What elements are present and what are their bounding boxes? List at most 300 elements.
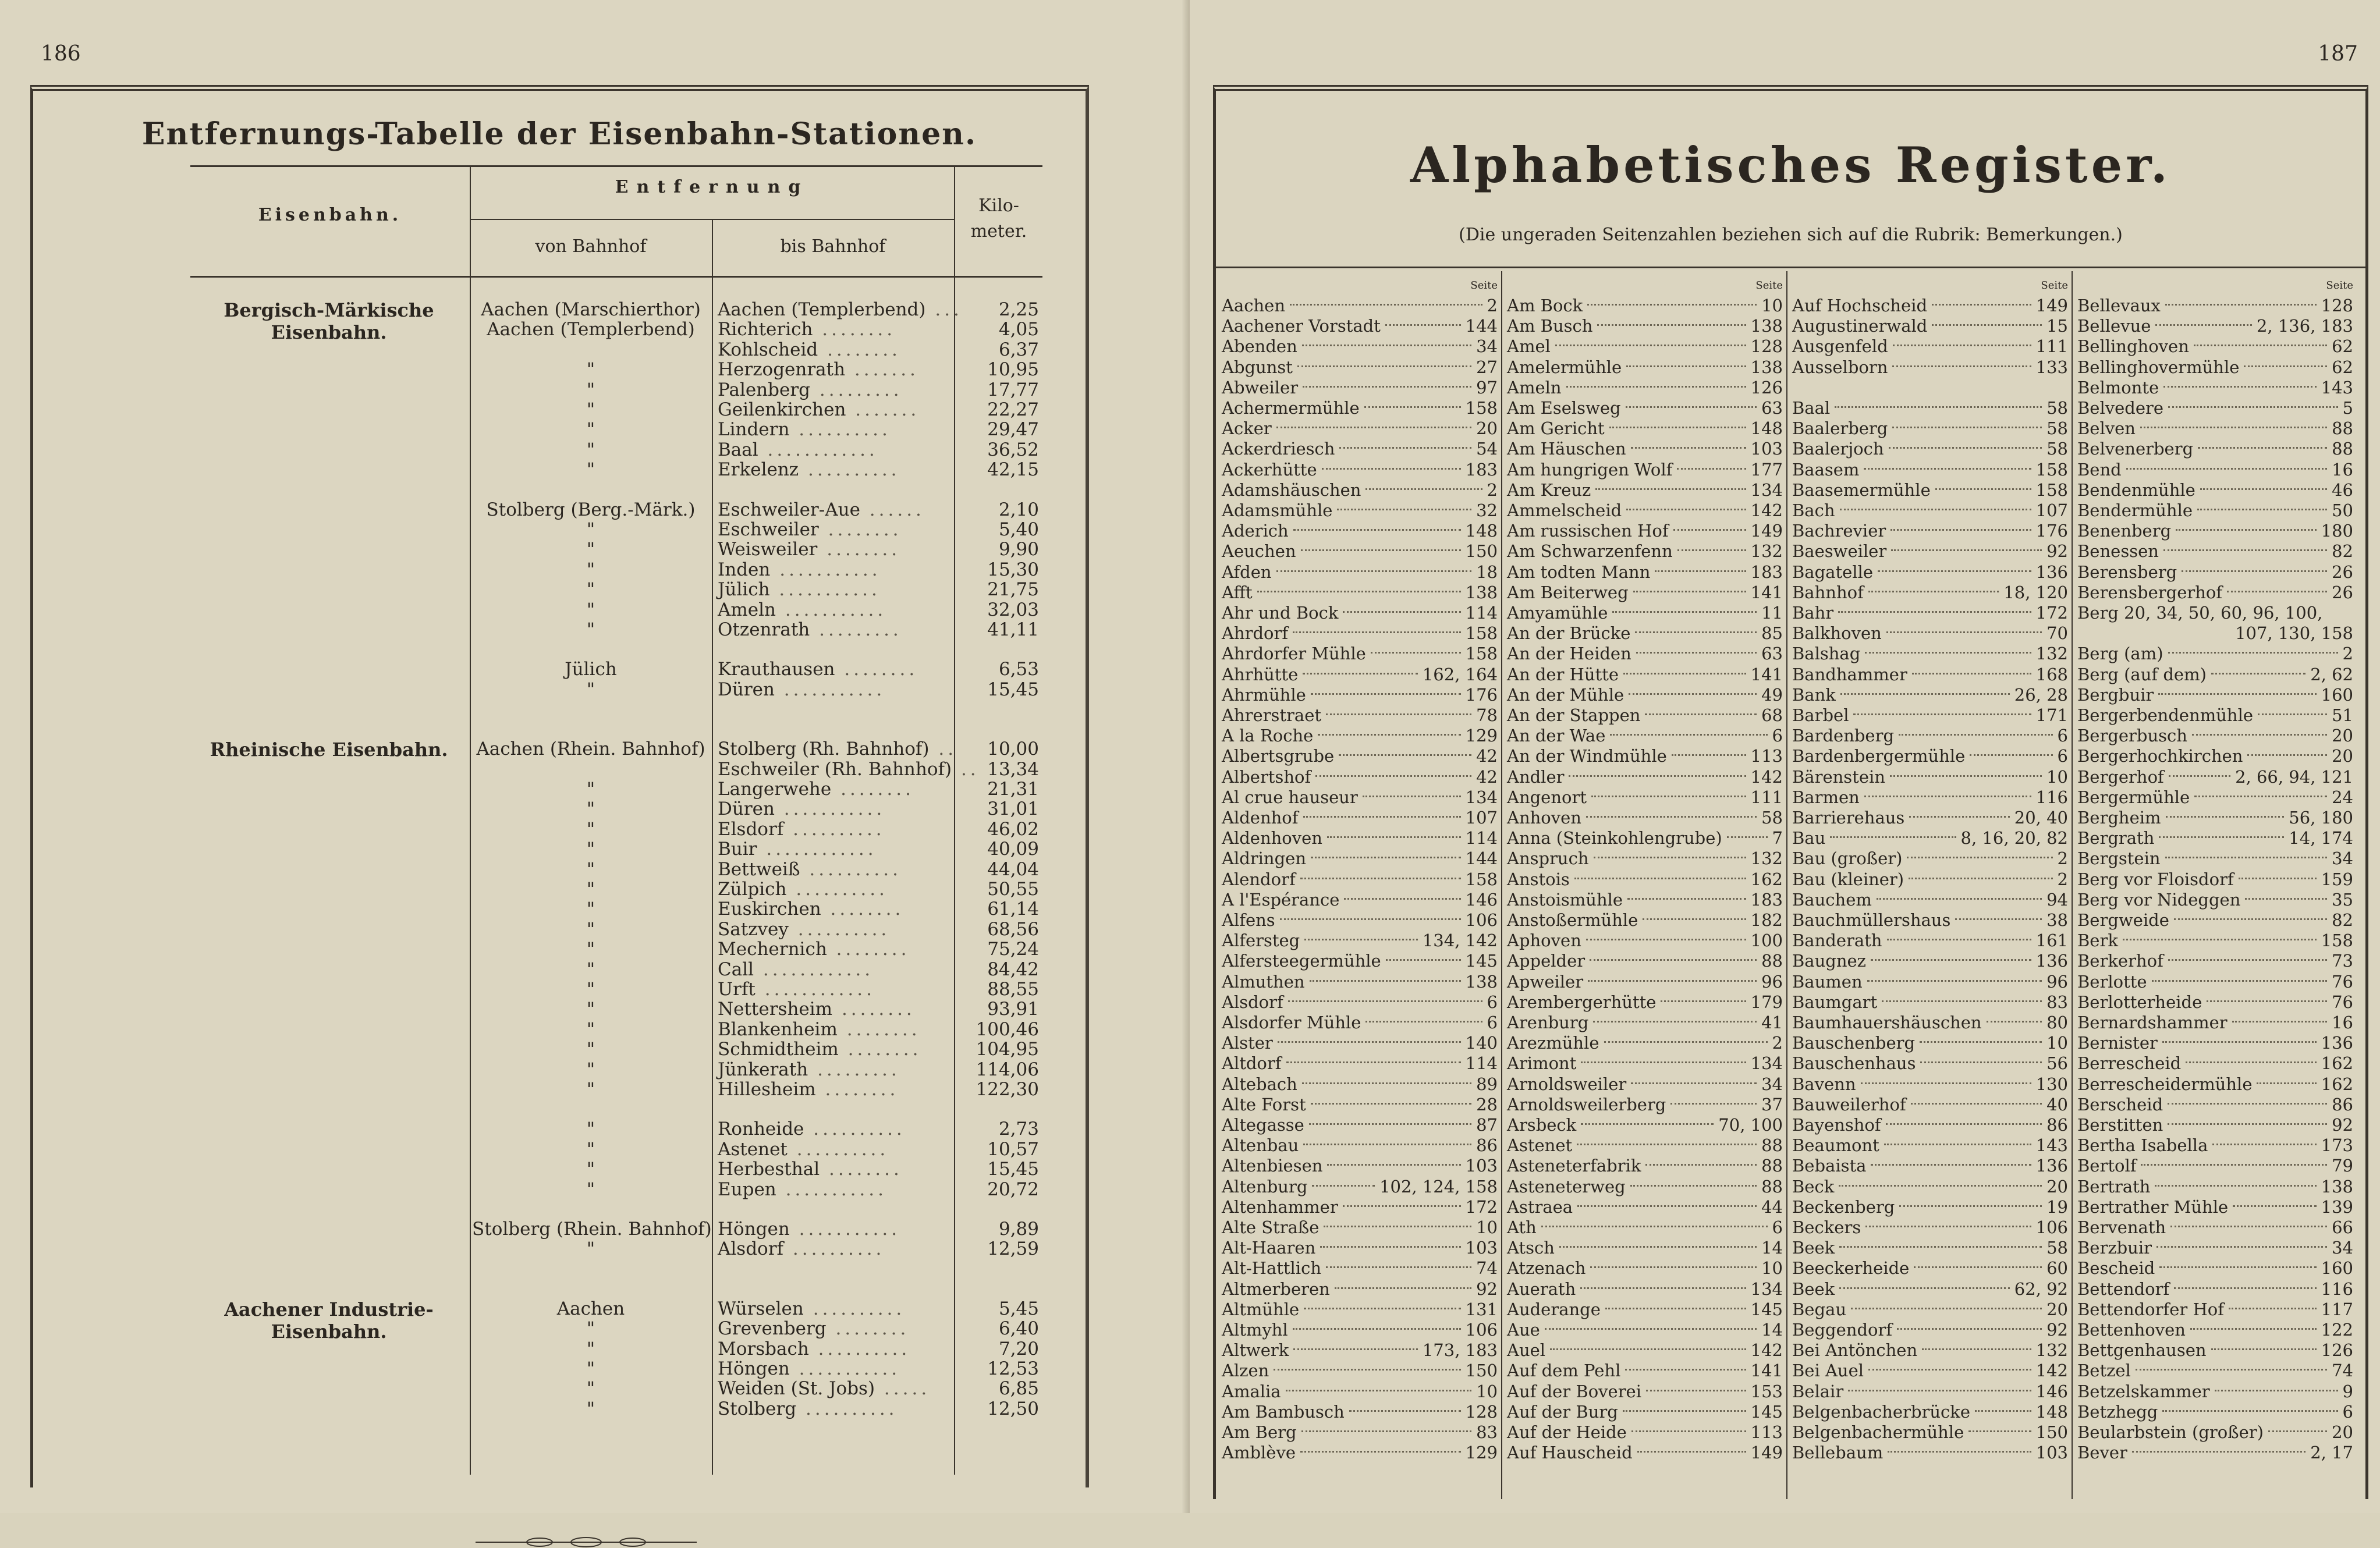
entry-page: 145: [1750, 1299, 1783, 1319]
leader-dots: [2244, 365, 2327, 367]
entry-page: 83: [1476, 1422, 1498, 1442]
km-value: 122,30: [976, 1079, 1039, 1100]
leader-dots: ...........: [789, 1358, 901, 1379]
entry-page: 6: [1487, 992, 1498, 1012]
to-station: [718, 499, 950, 520]
register-entry: [1216, 296, 1501, 316]
leader-dots: [1871, 1164, 2031, 1166]
distance-table-title: Entfernungs-Tabelle der Eisenbahn-Stationen.: [141, 116, 977, 152]
register-entry: [1501, 500, 1786, 521]
to-station-name: Herzogenrath: [718, 359, 846, 381]
km-value: 100,46: [976, 1018, 1039, 1040]
leader-dots: [1364, 406, 1461, 408]
register-entry: [2072, 439, 2357, 459]
register-entry: [1501, 1279, 1786, 1300]
entry-name: Barbel: [1792, 705, 1849, 725]
from-station: ": [586, 1398, 595, 1419]
entry-page: 177: [1750, 459, 1783, 480]
leader-dots: [1868, 591, 1999, 592]
entry-page: 7: [1772, 828, 1783, 848]
leader-dots: [1970, 754, 2053, 756]
leader-dots: [2166, 816, 2284, 818]
entry-name: A l'Espérance: [1222, 889, 1340, 910]
entry-page: 14: [1761, 1320, 1783, 1340]
entry-page: 182: [1750, 910, 1783, 930]
entry-page: 20: [2332, 746, 2353, 766]
register-entry: [1216, 1074, 1501, 1095]
from-station: ": [586, 459, 595, 481]
leader-dots: [1865, 1226, 2031, 1227]
entry-name: Baasemermühle: [1792, 480, 1931, 500]
entry-page: 129: [1465, 1443, 1498, 1463]
register-entry: [1786, 808, 2072, 828]
entry-name: Ahrerstraet: [1222, 705, 1322, 725]
register-entry: [1786, 787, 2072, 808]
leader-dots: [1343, 611, 1461, 613]
entry-page: 58: [2046, 398, 2068, 418]
entry-page: 138: [1465, 582, 1498, 602]
entry-name: Beckenberg: [1792, 1196, 1895, 1217]
register-entry: [1501, 1053, 1786, 1074]
entry-page: 133: [2035, 357, 2068, 377]
register-entry: [1786, 1320, 2072, 1340]
to-station: [718, 1338, 950, 1359]
from-station: ": [586, 1178, 595, 1200]
entry-name: Atsch: [1507, 1238, 1555, 1258]
leader-dots: [1587, 304, 1757, 306]
km-value: 104,95: [976, 1039, 1039, 1060]
entry-page: 24: [2332, 787, 2353, 807]
leader-dots: ..........: [803, 1298, 906, 1319]
leader-dots: [2156, 1246, 2327, 1248]
leader-dots: [1286, 1061, 1461, 1063]
from-station: ": [586, 918, 595, 940]
from-station: Jülich: [565, 659, 617, 680]
leader-dots: [2168, 406, 2338, 408]
entry-name: Ahrdorf: [1222, 623, 1289, 644]
leader-dots: .........: [810, 379, 903, 400]
register-entry: [1501, 1320, 1786, 1340]
register-entry: [2072, 1422, 2357, 1443]
register-entry: [2072, 685, 2357, 705]
leader-dots: [1871, 959, 2031, 961]
register-entry: [1216, 746, 1501, 766]
leader-dots: [1955, 918, 2042, 920]
leader-dots: [1293, 529, 1461, 531]
leader-dots: [1293, 631, 1461, 633]
km-value: 6,85: [998, 1378, 1039, 1400]
to-station-name: Call: [718, 958, 754, 980]
entry-name: Am Häuschen: [1507, 439, 1626, 459]
entry-name: Abgunst: [1222, 357, 1293, 377]
register-entry: [1786, 1238, 2072, 1258]
leader-dots: [2176, 529, 2317, 531]
leader-dots: [1670, 1103, 1757, 1105]
leader-dots: [1643, 918, 1746, 920]
entry-page: 83: [2046, 992, 2068, 1012]
register-entry: [1501, 848, 1786, 869]
entry-name: Bauschenberg: [1792, 1033, 1916, 1053]
entry-page: 6: [1772, 1217, 1783, 1237]
entry-name: Baumgart: [1792, 992, 1878, 1012]
entry-page: 172: [1465, 1196, 1498, 1217]
register-entry: [2072, 480, 2357, 500]
entry-name: Astraea: [1507, 1196, 1573, 1217]
entry-page: 34: [1761, 1074, 1783, 1094]
alphabetical-register: [1213, 85, 2368, 1499]
leader-dots: ...........: [769, 579, 881, 601]
entry-page: 134: [1465, 787, 1498, 807]
register-entry: [1786, 848, 2072, 869]
entry-page: 78: [1476, 705, 1498, 725]
railway-name: Aachener Industrie-Eisenbahn.: [224, 1298, 434, 1343]
leader-dots: ............: [754, 958, 874, 980]
to-station-name: Jünkerath: [718, 1059, 808, 1080]
register-entry: [1216, 623, 1501, 644]
entry-name: Aldenhoven: [1222, 828, 1322, 848]
entry-page: 129: [1465, 726, 1498, 746]
to-station: [718, 1298, 950, 1319]
register-entry: [1786, 1279, 2072, 1300]
register-entry: [2072, 848, 2357, 869]
leader-dots: ........: [827, 939, 910, 960]
entry-page: 97: [1476, 377, 1498, 397]
entry-name: Am todten Mann: [1507, 562, 1651, 582]
entry-name: Acker: [1222, 418, 1272, 439]
entry-name: Berk: [2077, 931, 2118, 951]
register-entry: [1786, 1013, 2072, 1033]
column-divider-2: [712, 220, 713, 1475]
entry-page: 42: [1476, 766, 1498, 787]
entry-page: 2: [2057, 848, 2068, 869]
entry-name: Beaumont: [1792, 1135, 1879, 1156]
leader-dots: [1302, 345, 1471, 346]
leader-dots: [1610, 734, 1768, 736]
entry-page: 183: [1465, 459, 1498, 480]
entry-page: 38: [2046, 910, 2068, 930]
entry-page: 160: [2321, 684, 2353, 705]
entry-page: 18: [1476, 562, 1498, 582]
km-value: 10,00: [987, 739, 1039, 760]
to-station: [718, 339, 950, 360]
leader-dots: [1304, 939, 1418, 940]
register-entry: [1501, 931, 1786, 951]
entry-name: Alzen: [1222, 1361, 1269, 1381]
leader-dots: [2239, 878, 2317, 879]
leader-dots: [1636, 652, 1757, 654]
register-entry: [1501, 1074, 1786, 1095]
leader-dots: [1301, 549, 1461, 551]
leader-dots: [1867, 980, 2042, 982]
register-entry: [2072, 665, 2357, 685]
entry-name: Alsdorfer Mühle: [1222, 1013, 1361, 1032]
register-entry: [1216, 808, 1501, 828]
register-column: [2072, 279, 2357, 1496]
entry-name: Am Bambusch: [1222, 1401, 1345, 1422]
entry-page: 103: [1465, 1156, 1498, 1176]
register-entry: [1501, 910, 1786, 931]
leader-dots: [1327, 836, 1461, 838]
entry-name: Altmühle: [1222, 1299, 1300, 1319]
entry-name: Auf Hochscheid: [1792, 296, 1928, 315]
register-entry: [1786, 951, 2072, 971]
entry-name: Auerath: [1507, 1279, 1576, 1299]
from-station: ": [586, 779, 595, 800]
register-entry: [1216, 1095, 1501, 1115]
entry-name: Bertrather Mühle: [2077, 1196, 2229, 1217]
header-from: von Bahnhof: [535, 236, 647, 257]
from-station: ": [586, 679, 595, 700]
from-station: ": [586, 1039, 595, 1060]
leader-dots: [1386, 959, 1461, 961]
from-station: ": [586, 818, 595, 840]
entry-name: Alfersteegermühle: [1222, 951, 1381, 971]
entry-name: An der Windmühle: [1507, 746, 1667, 766]
to-station: [718, 979, 950, 1000]
leader-dots: [1588, 980, 1757, 982]
register-entry: [1216, 1053, 1501, 1074]
register-entry: [2072, 931, 2357, 951]
register-entry: [1501, 1217, 1786, 1238]
leader-dots: [1882, 1000, 2042, 1002]
leader-dots: [1911, 1103, 2042, 1105]
entry-page: 86: [2046, 1115, 2068, 1135]
entry-page: 134: [1750, 480, 1783, 500]
to-station: [718, 319, 950, 340]
entry-page: 106: [1465, 1320, 1498, 1340]
km-value: 9,90: [998, 539, 1039, 560]
entry-name: Ahrdorfer Mühle: [1222, 644, 1366, 664]
entry-page: 8, 16, 20, 82: [1960, 828, 2068, 848]
register-entry: [1786, 644, 2072, 664]
to-station: [718, 919, 950, 940]
from-station: ": [586, 999, 595, 1020]
leader-dots: ..........: [783, 1238, 885, 1260]
register-entry: [1216, 1340, 1501, 1361]
leader-dots: [1363, 796, 1461, 797]
entry-name: Bagatelle: [1792, 562, 1873, 582]
entry-page: 20: [2046, 1176, 2068, 1196]
register-entry: [1786, 562, 2072, 583]
register-entry: [2072, 1320, 2357, 1340]
entry-page: 2, 17: [2310, 1443, 2353, 1463]
km-value: 2,73: [998, 1119, 1039, 1140]
entry-name: Belven: [2077, 418, 2136, 439]
entry-name: Berrescheid: [2077, 1053, 2182, 1074]
entry-page: 149: [1750, 1443, 1783, 1463]
register-entry: [1501, 665, 1786, 685]
to-station: [718, 619, 950, 640]
entry-page: 19: [2046, 1196, 2068, 1217]
entry-page: 62: [2332, 336, 2353, 357]
leader-dots: [1968, 1430, 2031, 1432]
km-value: 15,45: [987, 679, 1039, 700]
leader-dots: [1886, 1123, 2042, 1125]
entry-name: Baalerjoch: [1792, 439, 1884, 459]
entry-name: Altmerberen: [1222, 1279, 1330, 1299]
leader-dots: [1627, 898, 1746, 900]
to-station: [718, 839, 950, 860]
register-entry: [1216, 1402, 1501, 1422]
register-entry: [2072, 1074, 2357, 1095]
entry-name: Berlotterheide: [2077, 992, 2202, 1012]
leader-dots: [1635, 631, 1757, 633]
leader-dots: [1886, 631, 2042, 633]
entry-page: 42: [1476, 746, 1498, 766]
register-entry: [1501, 1238, 1786, 1258]
to-station: [718, 539, 950, 560]
register-entry: [2072, 1340, 2357, 1361]
leader-dots: [1890, 529, 2031, 531]
register-entry: [1216, 1382, 1501, 1402]
entry-page: 70, 100: [1718, 1115, 1783, 1135]
leader-dots: [1892, 365, 2031, 367]
entry-page: 89: [1476, 1074, 1498, 1094]
leader-dots: [1303, 386, 1471, 388]
leader-dots: [2174, 918, 2327, 920]
entry-page: 56: [2046, 1053, 2068, 1074]
right-page: [1190, 0, 2380, 1513]
leader-dots: [1303, 673, 1418, 674]
to-station: [718, 1398, 950, 1419]
register-entry: [1216, 439, 1501, 459]
register-entry: [2072, 541, 2357, 562]
from-station: ": [586, 519, 595, 540]
entry-name: Altmyhl: [1222, 1320, 1288, 1340]
leader-dots: [1343, 1205, 1461, 1207]
leader-dots: .........: [810, 619, 902, 640]
leader-dots: ..: [952, 758, 980, 780]
entry-name: Am Berg: [1222, 1422, 1297, 1442]
leader-dots: [2215, 1390, 2338, 1391]
entry-page: 107: [1465, 808, 1498, 828]
leader-dots: [1892, 427, 2042, 428]
register-entry: [1501, 951, 1786, 971]
entry-name: Adamshäuschen: [1222, 480, 1361, 500]
entry-name: Arimont: [1507, 1053, 1577, 1074]
leader-dots: [2155, 1185, 2317, 1187]
register-entry: [1501, 1135, 1786, 1156]
entry-name: Aldenhof: [1222, 808, 1299, 828]
register-entry: [1216, 848, 1501, 869]
entry-name: Belair: [1792, 1381, 1844, 1401]
entry-page: 142: [1750, 766, 1783, 787]
register-entry: [1786, 767, 2072, 787]
register-entry: [2072, 1402, 2357, 1422]
entry-page: 92: [2046, 1320, 2068, 1340]
entry-name: Beggendorf: [1792, 1320, 1893, 1340]
to-station: [718, 1139, 950, 1160]
register-entry: [1501, 316, 1786, 336]
register-entry: [1216, 685, 1501, 705]
entry-page: 126: [2321, 1340, 2353, 1361]
km-value: 44,04: [987, 858, 1039, 880]
entry-name: Bach: [1792, 500, 1835, 520]
leader-dots: [2211, 673, 2305, 674]
entry-page: 79: [2332, 1156, 2353, 1176]
entry-name: Baasem: [1792, 459, 1860, 480]
leader-dots: [1899, 1205, 2042, 1207]
register-entry: [1501, 644, 1786, 664]
entry-page: 6: [2342, 1401, 2353, 1422]
leader-dots: [1312, 1185, 1375, 1187]
leader-dots: [2182, 570, 2327, 572]
register-entry: [1786, 480, 2072, 500]
leader-dots: [1891, 549, 2042, 551]
register-entry: [1501, 828, 1786, 848]
from-station: ": [586, 798, 595, 820]
entry-page: 141: [1750, 1361, 1783, 1381]
from-station: Aachen (Templerbend): [487, 319, 695, 340]
entry-page: 28: [1476, 1094, 1498, 1114]
entry-page: 107, 130, 158: [2235, 623, 2353, 644]
register-entry: [2072, 705, 2357, 726]
entry-name: Berscheid: [2077, 1094, 2163, 1114]
register-entry: [1501, 541, 1786, 562]
leader-dots: ..........: [783, 818, 885, 840]
entry-name: Afden: [1222, 562, 1272, 582]
entry-name: Arnoldsweiler: [1507, 1074, 1627, 1094]
entry-name: Bergerbendenmühle: [2077, 705, 2254, 725]
leader-dots: [1301, 1430, 1471, 1432]
from-station: ": [586, 399, 595, 420]
leader-dots: [1865, 652, 2031, 654]
register-entry: [1786, 378, 2072, 398]
from-station: ": [586, 1338, 595, 1359]
to-station: [718, 1238, 950, 1259]
register-column: [1786, 279, 2072, 1496]
to-station: [718, 519, 950, 540]
leader-dots: ..........: [804, 1119, 906, 1140]
register-entry: [1216, 931, 1501, 951]
entry-name: Altegasse: [1222, 1115, 1304, 1135]
leader-dots: [2227, 591, 2327, 592]
to-station-name: Mechernich: [718, 939, 827, 960]
leader-dots: [1297, 365, 1471, 367]
entry-name: Berlotte: [2077, 971, 2147, 992]
entry-page: 15: [2046, 316, 2068, 336]
entry-name: Bauchmüllershaus: [1792, 910, 1951, 930]
entry-name: Asteneterfabrik: [1507, 1156, 1641, 1176]
leader-dots: [1609, 427, 1746, 428]
to-station-name: Düren: [718, 679, 775, 700]
km-value: 6,53: [998, 659, 1039, 680]
leader-dots: [1335, 1287, 1471, 1289]
entry-page: 11: [1761, 603, 1783, 623]
entry-page: 88: [1761, 951, 1783, 971]
to-station: [718, 1119, 950, 1139]
header-to: bis Bahnhof: [780, 236, 886, 257]
to-station-name: Baal: [718, 439, 758, 460]
entry-name: Al crue hauseur: [1222, 787, 1358, 807]
entry-name: Barmen: [1792, 787, 1860, 807]
register-entry: [1216, 521, 1501, 541]
leader-dots: [1605, 1308, 1746, 1309]
register-entry: [1501, 603, 1786, 623]
to-station-name: Jülich: [718, 579, 770, 601]
leader-dots: [2197, 509, 2327, 510]
km-value: 29,47: [987, 419, 1039, 441]
entry-page: 20, 40: [2014, 808, 2068, 828]
to-station-name: Würselen: [718, 1298, 804, 1319]
km-value: 12,50: [987, 1398, 1039, 1419]
register-entry: [1216, 1033, 1501, 1053]
entry-page: 132: [2035, 1340, 2068, 1361]
register-entry: [1216, 767, 1501, 787]
entry-page: 2, 62: [2310, 664, 2353, 684]
leader-dots: [2257, 1082, 2317, 1084]
entry-name: Alfens: [1222, 910, 1275, 930]
